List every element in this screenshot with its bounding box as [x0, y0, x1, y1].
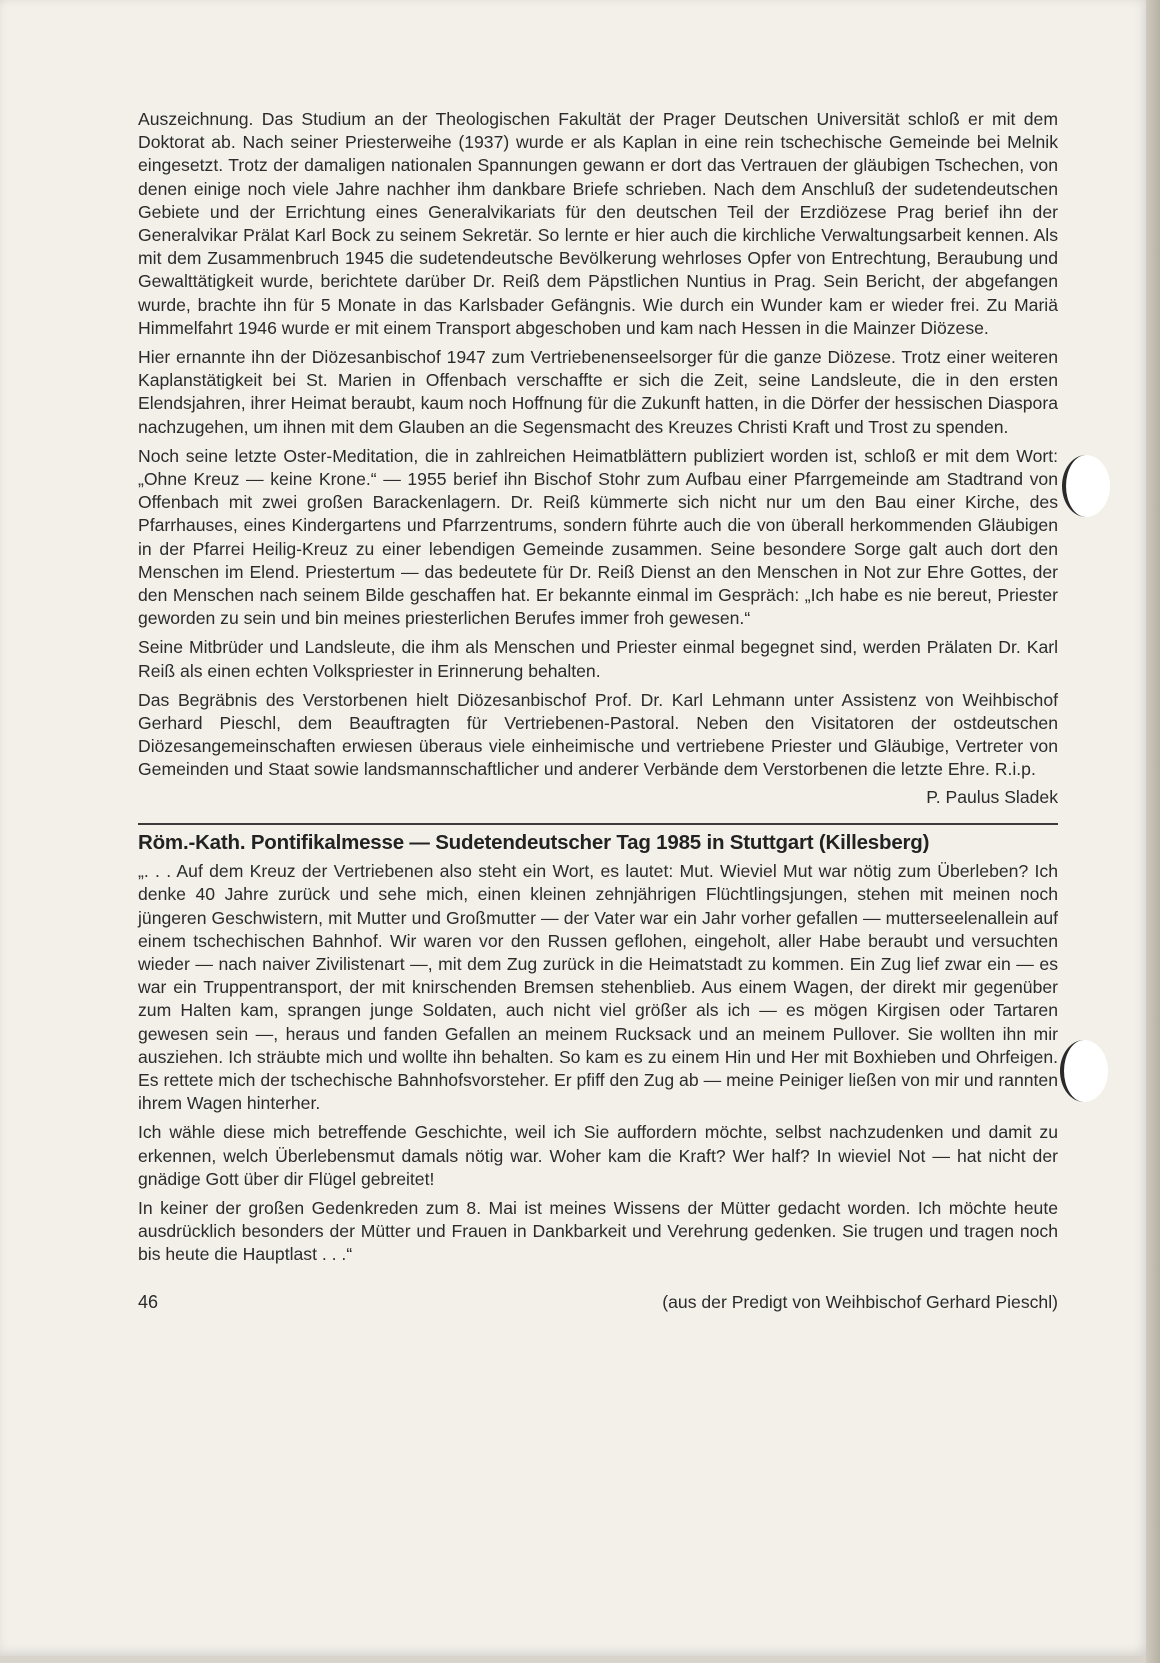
punch-hole [1060, 1040, 1108, 1102]
author-signature: P. Paulus Sladek [926, 786, 1058, 807]
page-content [138, 108, 1058, 1314]
section-heading: Röm.-Kath. Pontifikalmesse — Sudetendeutscher Tag 1985 in Stuttgart (Killesberg) [138, 830, 930, 854]
paragraph: Noch seine letzte Oster-Meditation, die in zahlreichen Heimatblättern publiziert worden ist, schloß er mit dem Wort: „Ohne Kreuz — keine Krone.“ — 1955 berief ihn Bischof Stohr zum Aufbau einer Pfarrgemeinde am Stadtrand von Offenbach mit zwei großen Barackenlagern. Dr. Reiß kümmerte sich nicht nur um den Bau einer Kirche, des Pfarrhauses, eines Kindergartens und Pfarrzentrums, sondern führte auch die von überall herkommenden Gläubigen in der Pfarrei Heilig-Kreuz zu einer lebendigen Gemeinde zusammen. Seine besondere Sorge galt auch dort den Menschen im Elend. Priestertum — das bedeutete für Dr. Reiß Dienst an den Menschen in Not zur Ehre Gottes, der den Menschen nach seinem Bilde geschaffen hat. Er bekannte einmal im Gespräch: „Ich habe es nie bereut, Priester geworden zu sein und bin meines priesterlichen Berufes immer froh gewesen.“ [138, 445, 1058, 629]
paragraph: In keiner der großen Gedenkreden zum 8. Mai ist meines Wissens der Mütter gedacht worden. Ich möchte heute ausdrücklich besonders der Mütter und Frauen in Dankbarkeit und Verehrung gedenken. Sie trugen und tragen noch bis heute die Hauptlast . . .“ [138, 1197, 1058, 1265]
paragraph: Auszeichnung. Das Studium an der Theologischen Fakultät der Prager Deutschen Universität schloß er mit dem Doktorat ab. Nach seiner Priesterweihe (1937) wurde er als Kaplan in eine rein tschechische Gemeinde bei Melnik eingesetzt. Trotz der damaligen nationalen Spannungen gewann er dort das Vertrauen der gläubigen Tschechen, von denen einige noch viele Jahre nachher ihm dankbare Briefe schrieben. Nach dem Anschluß der sudetendeutschen Gebiete und der Errichtung eines Generalvikariats für den deutschen Teil der Erzdiözese Prag berief ihn der Generalvikar Prälat Karl Bock zu seinem Sekretär. So lernte er hier auch die kirchliche Verwaltungsarbeit kennen. Als mit dem Zusammenbruch 1945 die sudetendeutsche Bevölkerung wehrloses Opfer von Entrechtung, Beraubung und Gewalttätigkeit wurde, berichtete darüber Dr. Reiß dem Päpstlichen Nuntius in Prag. Sein Bericht, der abgefangen wurde, brachte ihn für 5 Monate in das Karlsbader Gefängnis. Wie durch ein Wunder kam er wieder frei. Zu Mariä Himmelfahrt 1946 wurde er mit einem Transport abgeschoben und kam nach Hessen in die Mainzer Diözese. [138, 109, 1058, 338]
paragraph: Hier ernannte ihn der Diözesanbischof 1947 zum Vertriebenenseelsorger für die ganze Diözese. Trotz einer weiteren Kaplanstätigkeit bei St. Marien in Offenbach verschaffte er sich die Zeit, seine Landsleute, die in den ersten Elendsjahren, ihrer Heimat beraubt, kaum noch Hoffnung für die Zukunft hatten, in die Dörfer der hessischen Diaspora nachzugehen, um ihnen mit dem Glauben an die Segensmacht des Kreuzes Christi Kraft und Trost zu spenden. [138, 347, 1058, 437]
paragraph: „. . . Auf dem Kreuz der Vertriebenen also steht ein Wort, es lautet: Mut. Wieviel Mut war nötig zum Überleben? Ich denke 40 Jahre zurück und sehe mich, einen kleinen zehnjährigen Flüchtlingsjungen, stehen mit meinen noch jüngeren Geschwistern, mit Mutter und Großmutter — der Vater war ein Jahr vorher gefallen — mutterseelenallein auf einem tschechischen Bahnhof. Wir waren vor den Russen geflohen, eingeholt, aller Habe beraubt und versuchten wieder — nach naiver Zivilistenart —, mit dem Zug zurück in die Heimatstadt zu kommen. Ein Zug lief zwar ein — es war ein Truppentransport, der mit knirschenden Bremsen stehenblieb. Aus einem Wagen, der direkt mir gegenüber zum Halten kam, sprangen junge Soldaten, auch nicht viel größer als ich — es mögen Kirgisen oder Tartaren gewesen sein —, heraus und fanden Gefallen an meinem Rucksack und an meinem Pullover. Sie wollten ihn mir ausziehen. Ich sträubte mich und wollte ihn behalten. So kam es zu einem Hin und Her mit Boxhieben und Ohrfeigen. Es rettete mich der tschechische Bahnhofsvorsteher. Er pfiff den Zug ab — meine Peiniger ließen von mir und rannten ihrem Wagen hinterher. [138, 861, 1058, 1114]
page-footer [138, 1281, 1058, 1314]
section-divider [138, 823, 1058, 825]
paragraph: Seine Mitbrüder und Landsleute, die ihm als Menschen und Priester einmal begegnet sind, werden Prälaten Dr. Karl Reiß als einen echten Volkspriester in Erinnerung behalten. [138, 637, 1058, 681]
signature-row [138, 786, 1058, 809]
punch-hole [1062, 455, 1110, 517]
paragraph: Ich wähle diese mich betreffende Geschichte, weil ich Sie auffordern möchte, selbst nachzudenken und damit zu erkennen, welch Überlebensmut damals nötig war. Woher kam die Kraft? Wer half? In wieviel Not — hat nicht der gnädige Gott über dir Flügel gebreitet! [138, 1122, 1058, 1189]
obituary-article [138, 108, 1058, 809]
paragraph: Das Begräbnis des Verstorbenen hielt Diözesanbischof Prof. Dr. Karl Lehmann unter Assistenz von Weihbischof Gerhard Pieschl, dem Beauftragten für Vertriebenen-Pastoral. Neben den Visitatoren der ostdeutschen Diözesangemeinschaften erwiesen überaus viele einheimische und vertriebene Priester und Gläubige, Vertreter von Gemeinden und Staat sowie landsmannschaftlicher und anderer Verbände dem Verstorbenen die letzte Ehre. R.i.p. [138, 689, 1058, 780]
sermon-article [138, 831, 1058, 1314]
page-number: 46 [138, 1291, 159, 1312]
page-edge [1146, 0, 1160, 1663]
source-attribution: (aus der Predigt von Weihbischof Gerhard Pieschl) [662, 1291, 1058, 1312]
